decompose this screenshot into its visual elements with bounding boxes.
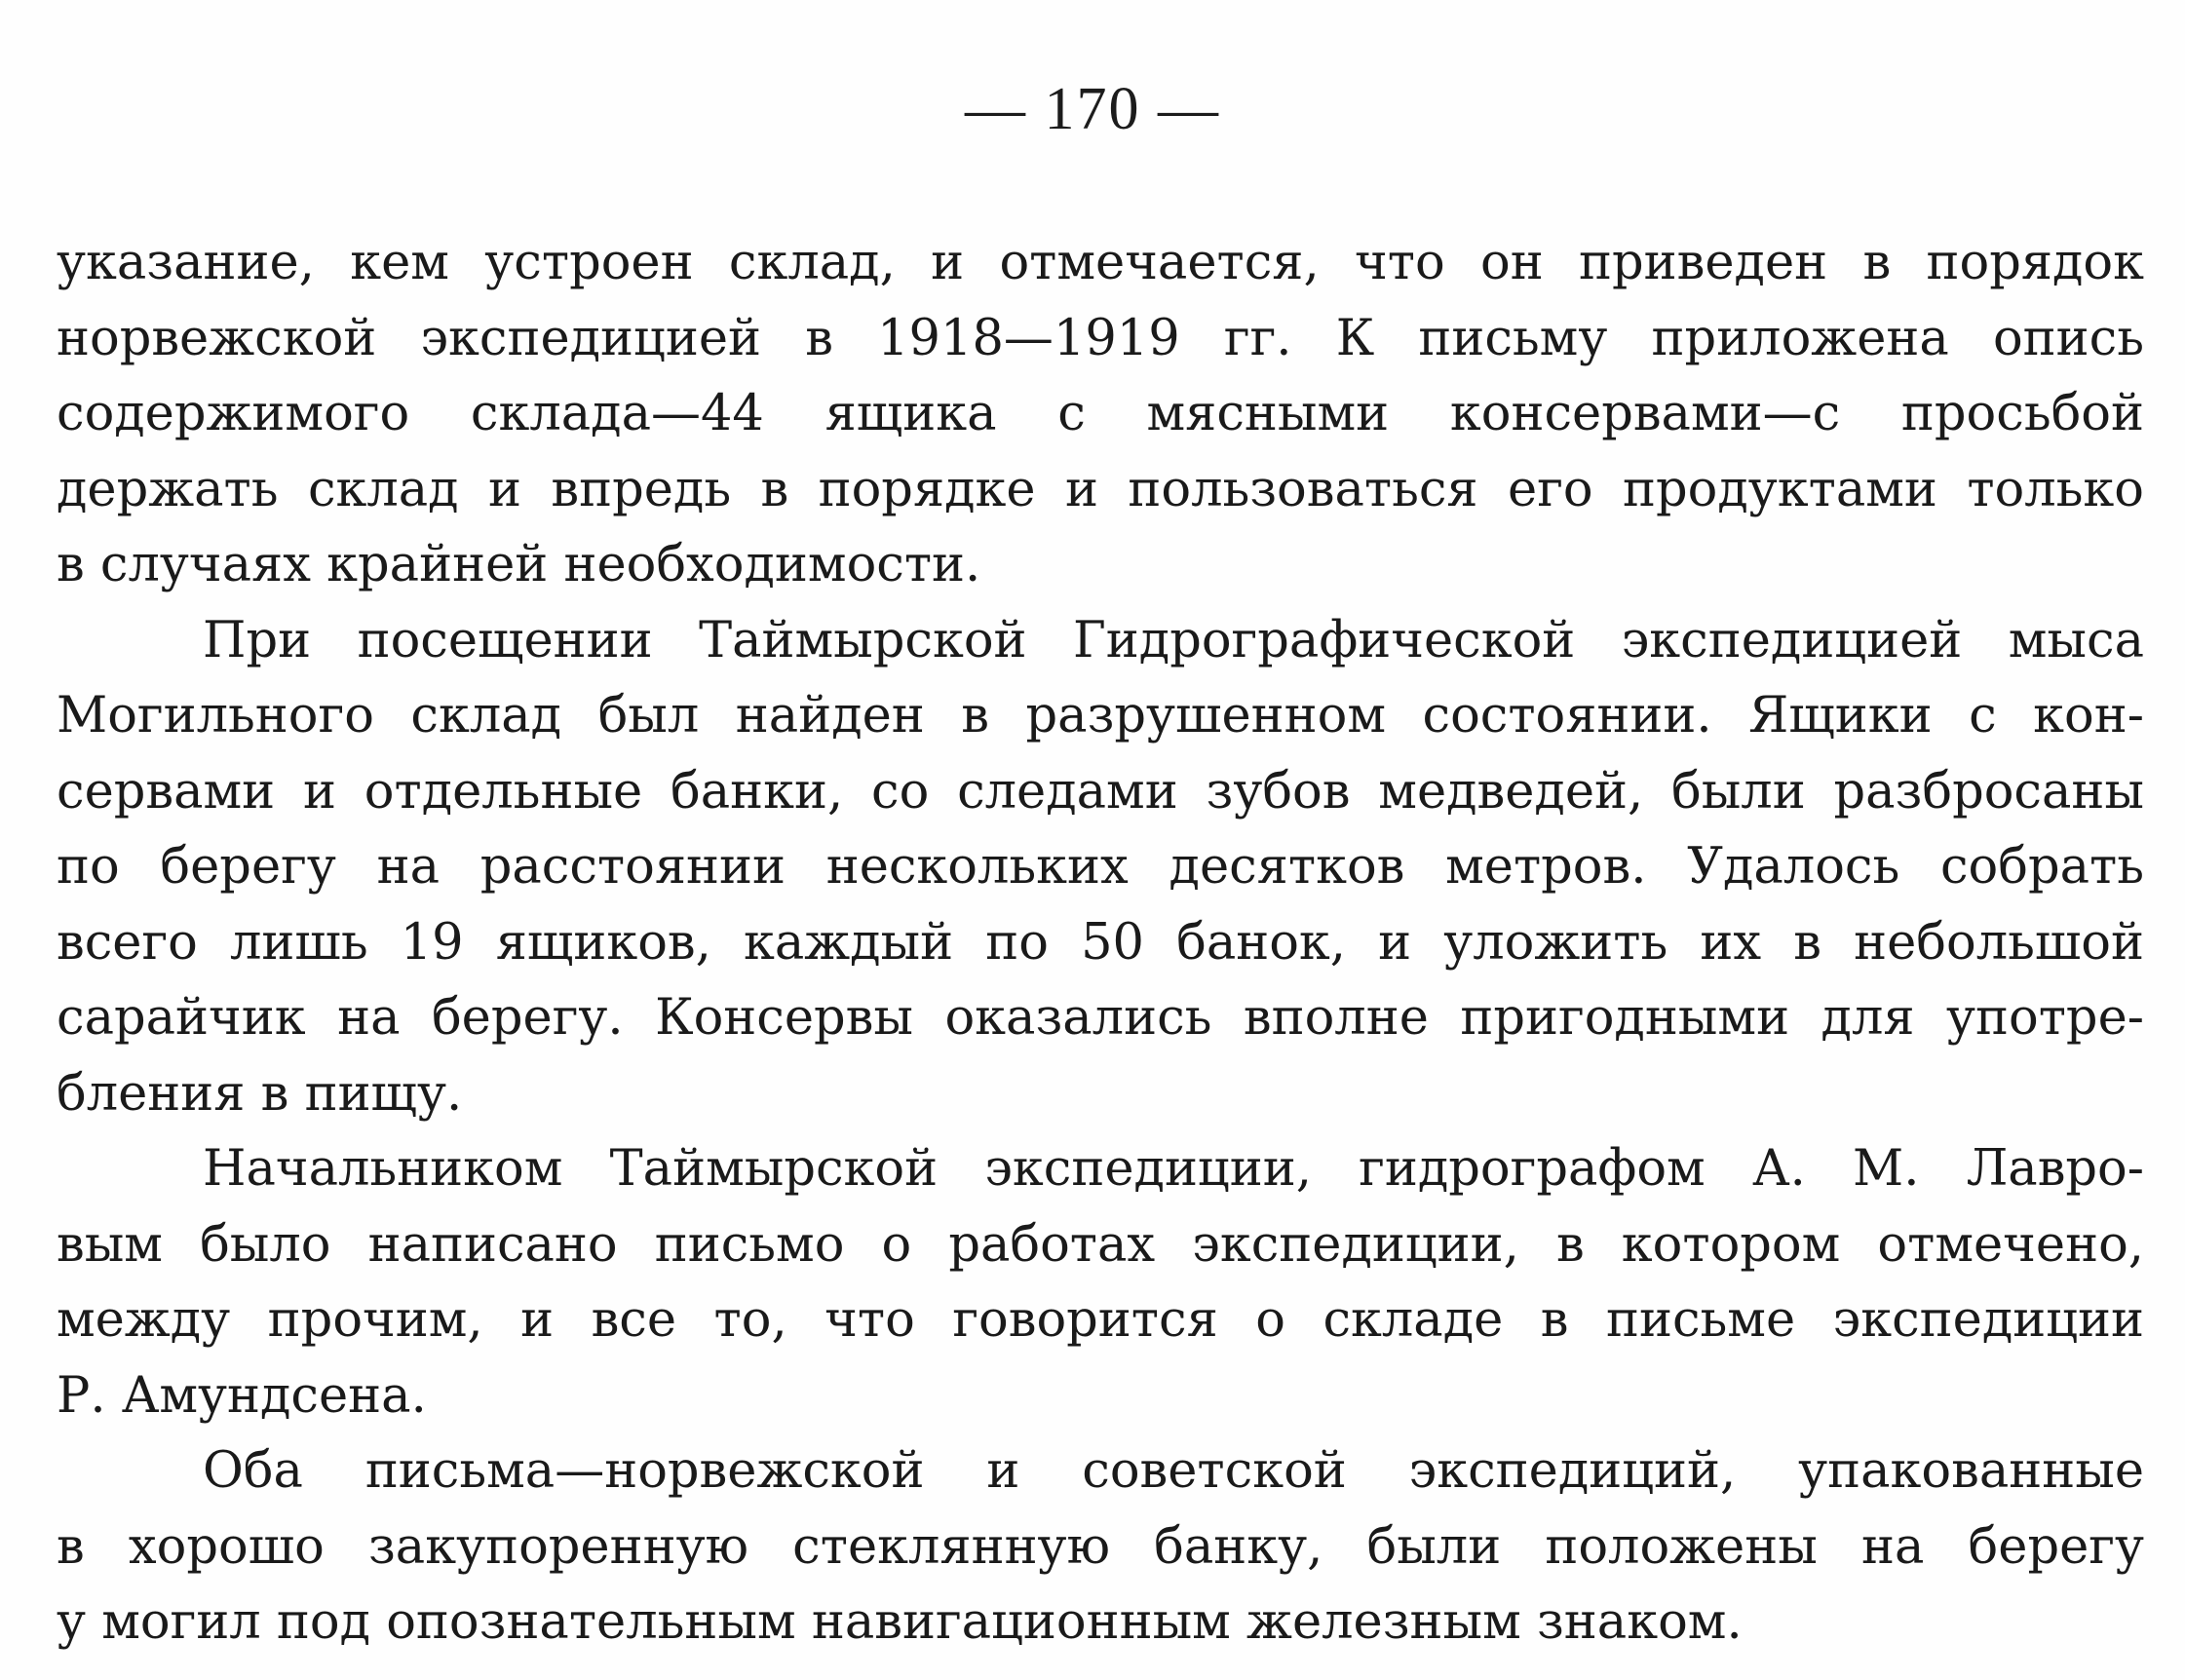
text-line: Начальником Таймырской экспедиции, гидрографом А. М. Лавро- <box>203 1140 2144 1198</box>
text-line: Оба письма—норвежской и советской экспедиций, упакованные <box>203 1442 2144 1500</box>
text-line: по берегу на расстоянии нескольких десятков метров. Удалось собрать <box>57 838 2144 896</box>
text-line: сервами и отдельные банки, со следами зубов медведей, были разбросаны <box>57 762 2144 821</box>
text-line: вым было написано письмо о работах экспедиции, в котором отмечено, <box>57 1215 2144 1274</box>
page-number: — 170 — <box>965 76 1220 142</box>
paragraph <box>57 1433 2144 1661</box>
text-line: между прочим, и все то, что говорится о складе в письме экспедиции <box>57 1291 2144 1349</box>
paragraph <box>57 1131 2144 1433</box>
text-line: норвежской экспедицией в 1918—1919 гг. К письму приложена опись <box>57 309 2144 367</box>
text-line: указание, кем устроен склад, и отмечается, что он приведен в порядок <box>57 234 2144 291</box>
paragraph <box>57 603 2144 1132</box>
body-text <box>57 225 2144 1661</box>
text-line: в случаях крайней необходимости. <box>57 536 981 593</box>
text-line: в хорошо закупоренную стеклянную банку, были положены на берегу <box>57 1517 2144 1576</box>
paragraph <box>57 225 2144 603</box>
text-line: содержимого склада—44 ящика с мясными консервами—с просьбой <box>57 385 2144 442</box>
text-line: сарайчик на берегу. Консервы оказались вполне пригодными для употре- <box>57 989 2144 1047</box>
text-line: Р. Амундсена. <box>57 1366 427 1425</box>
text-line: держать склад и впредь в порядке и пользоваться его продуктами только <box>57 460 2144 518</box>
text-line: Могильного склад был найден в разрушенном состоянии. Ящики с кон- <box>57 687 2144 745</box>
text-line: При посещении Таймырской Гидрографической экспедицией мыса <box>203 611 2144 669</box>
text-line: у могил под опознательным навигационным железным знаком. <box>57 1593 1743 1651</box>
text-line: бления в пищу. <box>57 1064 463 1123</box>
text-line: всего лишь 19 ящиков, каждый по 50 банок, и уложить их в небольшой <box>57 913 2144 972</box>
